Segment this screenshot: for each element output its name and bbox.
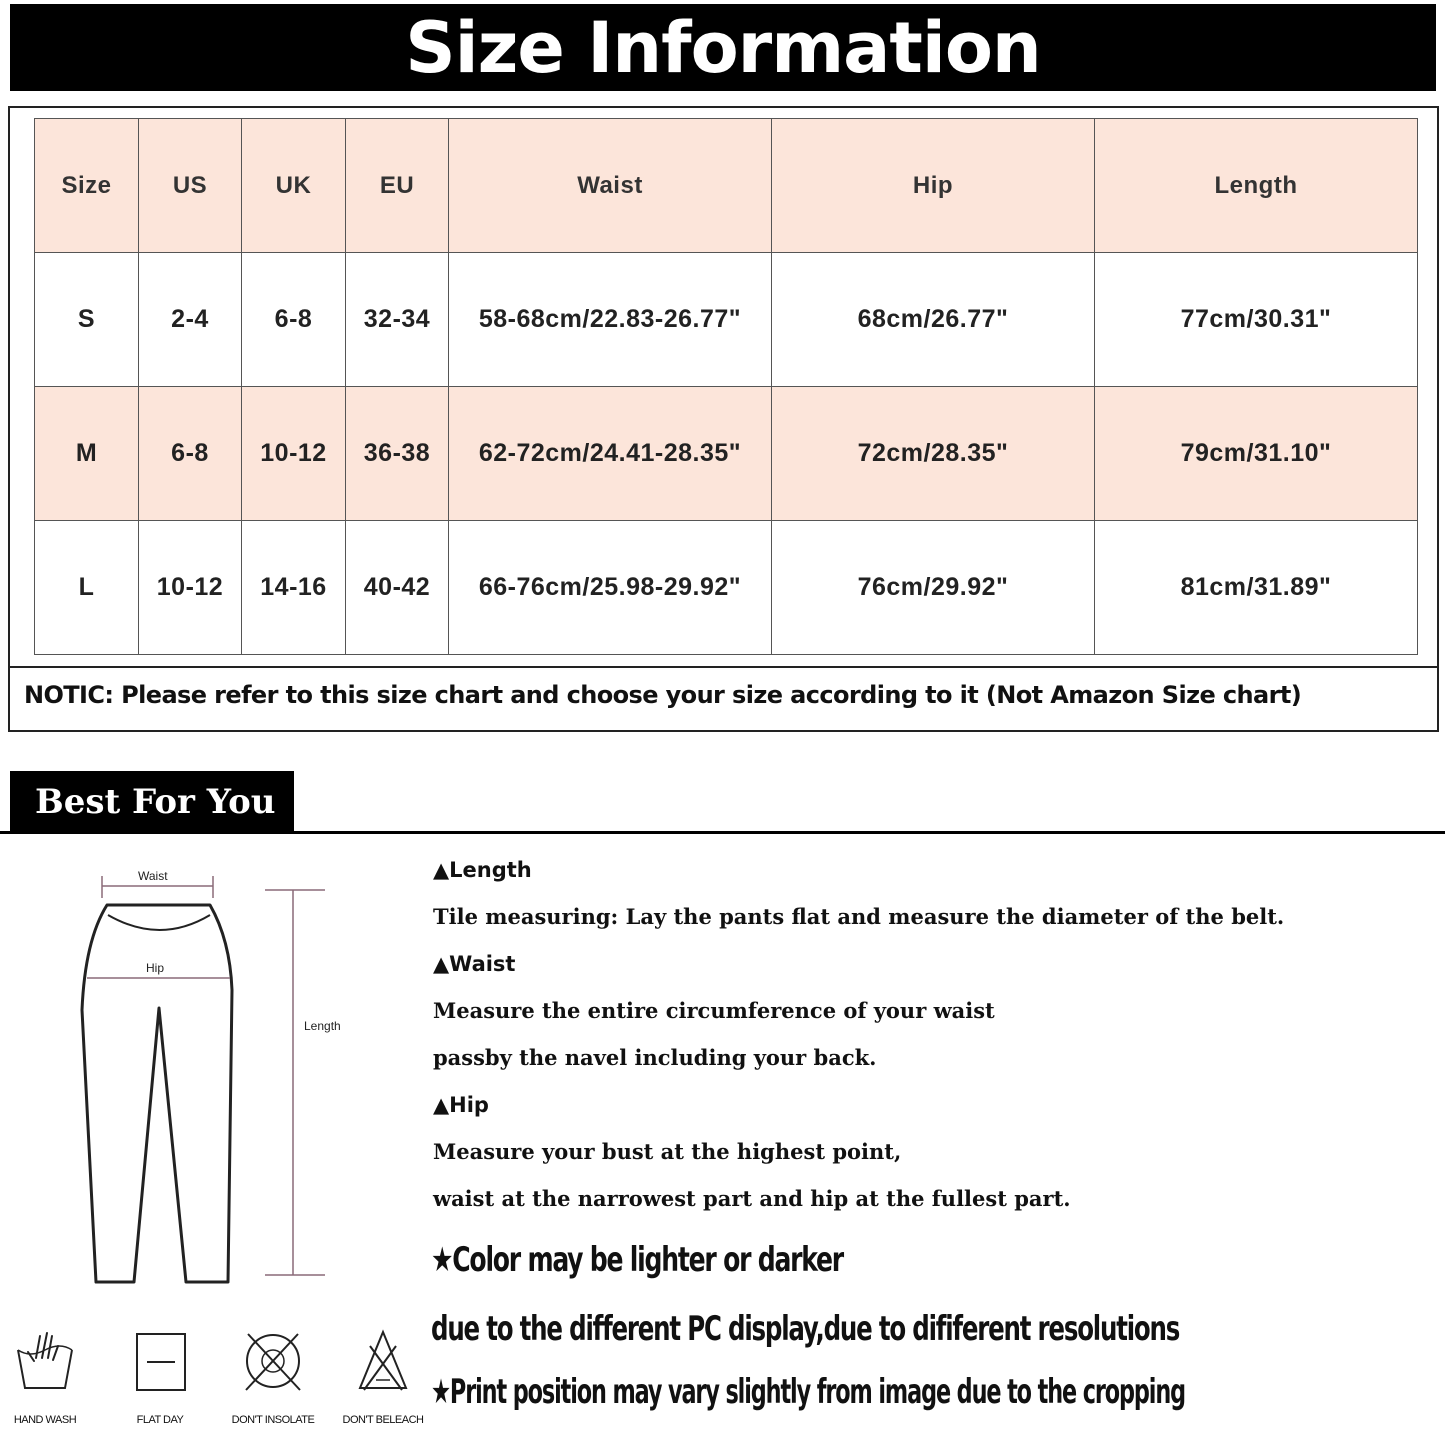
table-cell: 40-42 xyxy=(346,521,449,655)
table-cell: 81cm/31.89" xyxy=(1095,521,1418,655)
pants-diagram xyxy=(60,860,360,1290)
table-cell: 58-68cm/22.83-26.77" xyxy=(449,253,772,387)
color-note-line-1: ★Color may be lighter or darker xyxy=(431,1240,843,1280)
waist-instruction-1: Measure the entire circumference of your waist xyxy=(433,998,995,1023)
length-label: Length xyxy=(304,1019,341,1033)
table-cell: 62-72cm/24.41-28.35" xyxy=(449,387,772,521)
table-cell: 32-34 xyxy=(346,253,449,387)
best-for-you-banner: Best For You xyxy=(10,771,294,833)
table-row xyxy=(35,387,1418,521)
page-title: Size Information xyxy=(10,4,1436,91)
section-divider xyxy=(0,831,1445,834)
table-row xyxy=(35,253,1418,387)
header-length: Length xyxy=(1095,119,1418,253)
header-us: US xyxy=(139,119,242,253)
table-cell: 79cm/31.10" xyxy=(1095,387,1418,521)
dont-insolate-icon xyxy=(228,1328,318,1408)
care-item-hand-wash xyxy=(0,1328,90,1426)
care-label: HAND WASH xyxy=(13,1414,77,1426)
table-cell: 36-38 xyxy=(346,387,449,521)
hip-heading: ▲Hip xyxy=(433,1093,489,1117)
length-instruction: Tile measuring: Lay the pants flat and measure the diameter of the belt. xyxy=(433,904,1285,929)
waist-label: Waist xyxy=(138,869,168,883)
header-size: Size xyxy=(35,119,139,253)
table-row xyxy=(35,521,1418,655)
hip-instruction-1: Measure your bust at the highest point, xyxy=(433,1139,902,1164)
size-table xyxy=(34,118,1418,655)
dont-bleach-icon xyxy=(338,1328,428,1408)
table-cell: 6-8 xyxy=(242,253,346,387)
color-note-line-2: due to the different PC display,due to dififerent resolutions xyxy=(431,1309,1180,1349)
hip-label: Hip xyxy=(146,961,165,975)
header-eu: EU xyxy=(346,119,449,253)
length-heading: ▲Length xyxy=(433,858,532,882)
table-cell: 72cm/28.35" xyxy=(772,387,1095,521)
care-label: FLAT DAY xyxy=(136,1414,184,1426)
table-cell: 14-16 xyxy=(242,521,346,655)
notice-divider xyxy=(8,666,1439,668)
care-item-dont-insolate xyxy=(228,1328,318,1426)
header-waist: Waist xyxy=(449,119,772,253)
table-cell: S xyxy=(35,253,139,387)
flat-dry-icon xyxy=(115,1328,205,1408)
table-cell: 2-4 xyxy=(139,253,242,387)
print-position-note: ★Print position may vary slightly from image due to the cropping xyxy=(431,1372,1186,1412)
table-cell: L xyxy=(35,521,139,655)
table-header-row xyxy=(35,119,1418,253)
table-cell: 77cm/30.31" xyxy=(1095,253,1418,387)
length-measure-line xyxy=(265,890,325,1275)
header-hip: Hip xyxy=(772,119,1095,253)
care-label: DON'T BELEACH xyxy=(342,1414,424,1426)
table-cell: 10-12 xyxy=(242,387,346,521)
care-item-dont-bleach xyxy=(338,1328,428,1426)
care-item-flat-dry xyxy=(115,1328,205,1426)
header-uk: UK xyxy=(242,119,346,253)
table-cell: 76cm/29.92" xyxy=(772,521,1095,655)
table-cell: 6-8 xyxy=(139,387,242,521)
waist-instruction-2: passby the navel including your back. xyxy=(433,1045,877,1070)
table-cell: 66-76cm/25.98-29.92" xyxy=(449,521,772,655)
hip-instruction-2: waist at the narrowest part and hip at the fullest part. xyxy=(433,1186,1071,1211)
table-cell: 68cm/26.77" xyxy=(772,253,1095,387)
waist-heading: ▲Waist xyxy=(433,952,516,976)
care-label: DON'T INSOLATE xyxy=(231,1414,315,1426)
table-cell: 10-12 xyxy=(139,521,242,655)
table-cell: M xyxy=(35,387,139,521)
size-notice: NOTIC: Please refer to this size chart and choose your size according to it (Not Amazon Size chart) xyxy=(24,681,1302,709)
hand-wash-icon xyxy=(0,1328,90,1408)
